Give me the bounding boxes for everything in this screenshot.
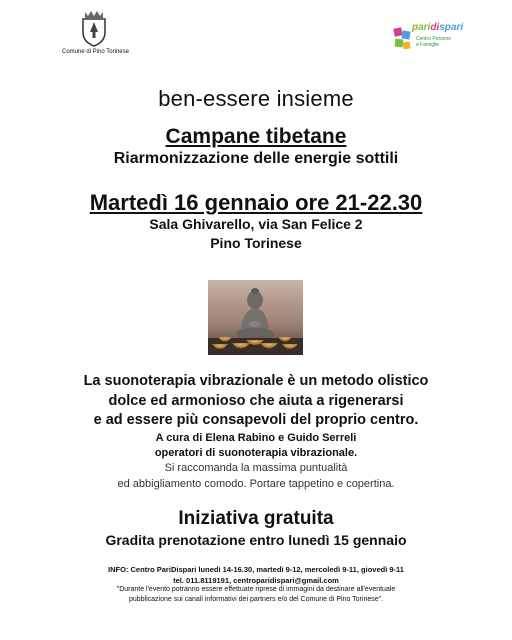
paridispari-logo <box>392 20 464 60</box>
event-subtitle: Riarmonizzazione delle energie sottili <box>113 150 399 167</box>
wordmark-part: di <box>430 22 440 33</box>
info-contact: tel. 011.8119191, centroparidispari@gmail.com <box>173 576 339 585</box>
paridispari-subtitle <box>416 36 451 48</box>
comune-logo <box>62 8 129 64</box>
disclaimer-line: pubblicazione sui canali informativi dei partners e/o del Comune di Pino Torinese". <box>128 596 384 603</box>
note-line: Si raccomanda la massima puntualità <box>164 462 348 474</box>
wordmark-part: pari <box>412 22 431 33</box>
crest-icon <box>79 8 109 48</box>
description-line: dolce ed armonioso che aiuta a rigenerarsi <box>108 393 404 409</box>
booking-note: Gradita prenotazione entro lunedì 15 gennaio <box>105 532 407 548</box>
paridispari-wordmark <box>412 22 463 33</box>
wordmark-part: spari <box>439 22 464 33</box>
event-datetime: Martedì 16 gennaio ore 21-22.30 <box>89 190 423 215</box>
disclaimer-line: "Durante l'evento potranno essere effettuate riprese di immagini da destinare all'eventuale <box>116 586 396 593</box>
event-venue: Sala Ghivarello, via San Felice 2 <box>149 216 363 232</box>
credits-line: operatori di suonoterapia vibrazionale. <box>154 447 358 459</box>
tagline: ben-essere insieme <box>158 86 354 111</box>
colored-blocks-icon <box>392 26 414 54</box>
event-title: Campane tibetane <box>165 125 347 148</box>
buddha-singing-bowls-image <box>208 280 303 355</box>
comune-caption: Comune di Pino Torinese <box>62 49 129 55</box>
subtitle-line: Centro Persone <box>416 36 452 42</box>
info-line: INFO: Centro PariDispari lunedì 14-16.30, martedì 9-12, mercoledì 9-11, giovedì 9-11 <box>108 565 404 574</box>
subtitle-line: e Famiglie <box>416 42 440 48</box>
event-city: Pino Torinese <box>210 235 302 251</box>
description-line: La suonoterapia vibrazionale è un metodo olistico <box>83 373 429 389</box>
description-line: e ad essere più consapevoli del proprio centro. <box>93 412 419 428</box>
note-line: ed abbigliamento comodo. Portare tappetino e copertina. <box>117 478 395 490</box>
credits-line: A cura di Elena Rabino e Guido Serreli <box>155 432 357 444</box>
free-event-label: Iniziativa gratuita <box>178 508 334 529</box>
